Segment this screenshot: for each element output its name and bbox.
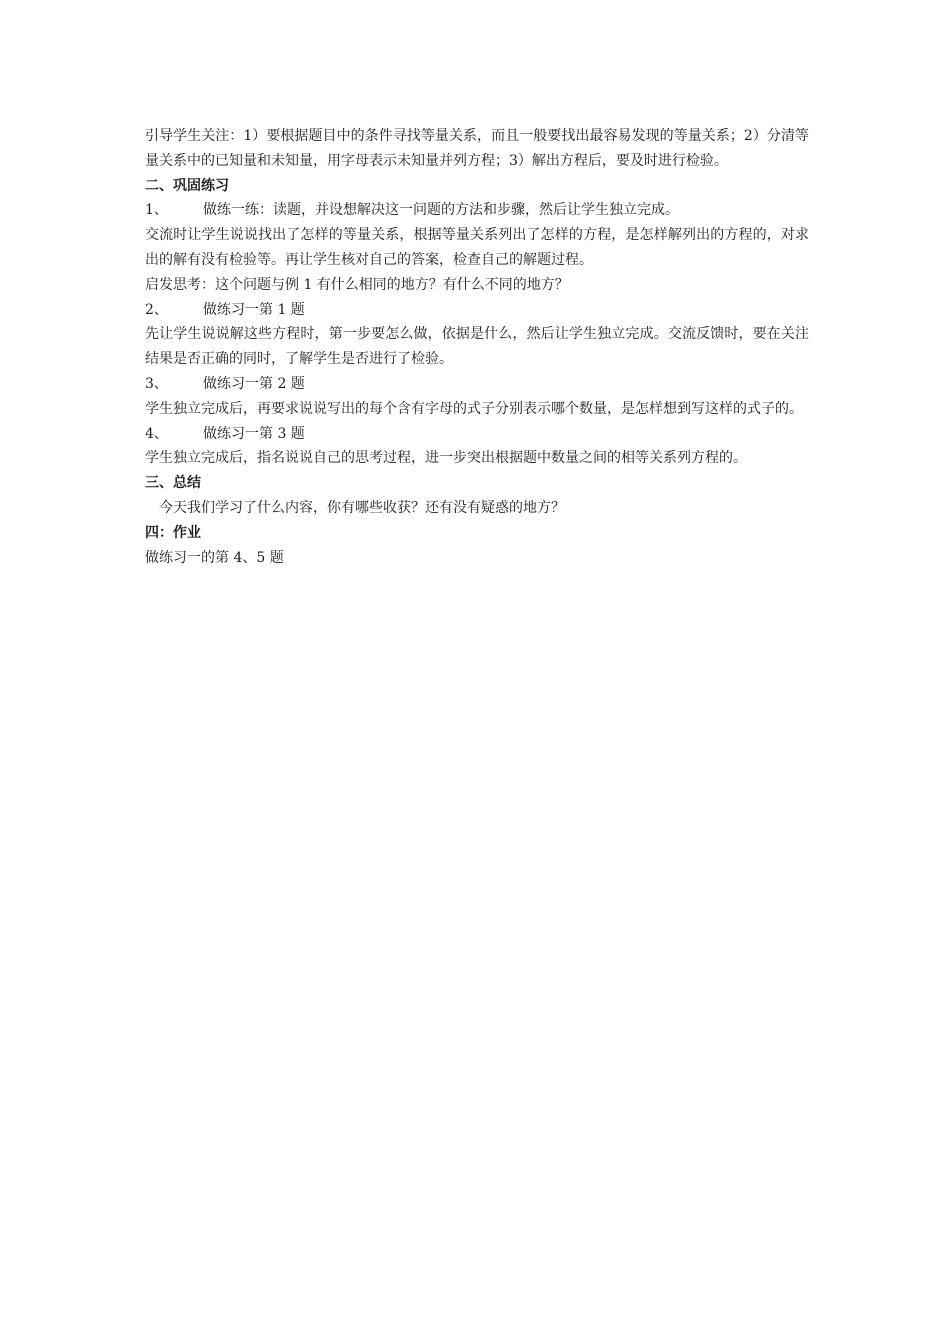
document-body: [145, 124, 809, 570]
item-number: 4、: [145, 425, 168, 442]
item-paragraph: 交流时让学生说说找出了怎样的等量关系，根据等量关系列出了怎样的方程，是怎样解列出的方程的，对求出的解有没有检验等。再让学生核对自己的答案，检查自己的解题过程。: [145, 227, 809, 268]
item-paragraph: 学生独立完成后，指名说说自己的思考过程，进一步突出根据题中数量之间的相等关系列方程的。: [145, 450, 747, 467]
item-paragraph: 学生独立完成后，再要求说说写出的每个含有字母的式子分别表示哪个数量，是怎样想到写这样的式子的。: [145, 400, 803, 417]
item-number: 2、: [145, 301, 168, 318]
section-heading-summary: 三、总结: [145, 475, 201, 492]
practice-item-2: [145, 298, 809, 323]
practice-item-1: [145, 198, 809, 223]
item-paragraph: 启发思考：这个问题与例 1 有什么相同的地方？有什么不同的地方？: [145, 276, 569, 293]
intro-paragraph: 引导学生关注：1）要根据题目中的条件寻找等量关系，而且一般要找出最容易发现的等量关系；2）分清等量关系中的已知量和未知量，用字母表示未知量并列方程；3）解出方程后，要及时进行检验。: [145, 128, 809, 169]
practice-item-3: [145, 372, 809, 397]
item-paragraph: 先让学生说说解这些方程时，第一步要怎么做，依据是什么，然后让学生独立完成。交流反馈时，要在关注结果是否正确的同时，了解学生是否进行了检验。: [145, 326, 809, 368]
item-title: 做练一练：读题，并设想解决这一问题的方法和步骤，然后让学生独立完成。: [203, 202, 679, 219]
item-title: 做练习一第 2 题: [203, 375, 305, 392]
item-number: 3、: [145, 375, 168, 392]
item-number: 1、: [145, 202, 168, 219]
item-title: 做练习一第 1 题: [203, 301, 305, 318]
homework-paragraph: 做练习一的第 4、5 题: [145, 549, 284, 566]
summary-paragraph: 今天我们学习了什么内容，你有哪些收获？还有没有疑惑的地方？: [159, 499, 565, 516]
section-heading-practice: 二、巩固练习: [145, 177, 229, 194]
item-title: 做练习一第 3 题: [203, 425, 305, 442]
practice-item-4: [145, 422, 809, 447]
section-heading-homework: 四：作业: [145, 524, 201, 541]
